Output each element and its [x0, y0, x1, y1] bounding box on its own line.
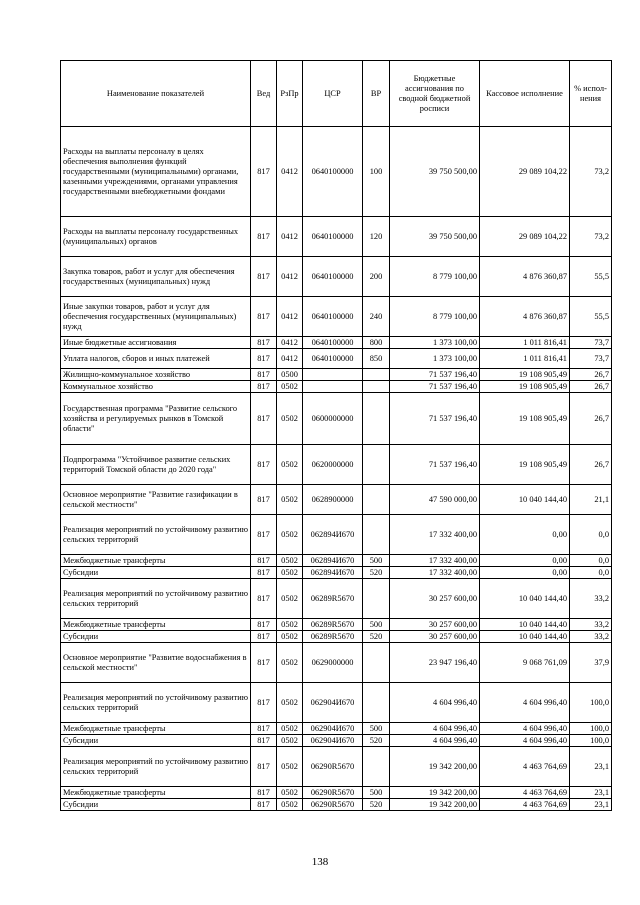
row-rzpr: 0502: [277, 683, 303, 723]
row-ved: 817: [251, 747, 277, 787]
row-rzpr: 0412: [277, 297, 303, 337]
row-percent: 26,7: [570, 381, 612, 393]
row-cash: 4 604 996,40: [480, 723, 570, 735]
row-budget: 71 537 196,40: [390, 369, 480, 381]
row-name: Основное мероприятие "Развитие водоснабжения в сельской местности": [61, 643, 251, 683]
row-percent: 0,0: [570, 555, 612, 567]
table-row: [61, 257, 612, 297]
table-row: [61, 735, 612, 747]
row-percent: 73,2: [570, 217, 612, 257]
row-cash: 4 604 996,40: [480, 683, 570, 723]
row-ved: 817: [251, 445, 277, 485]
row-rzpr: 0412: [277, 257, 303, 297]
row-ved: 817: [251, 485, 277, 515]
table-row: [61, 747, 612, 787]
row-vr: 520: [363, 567, 390, 579]
row-name: Субсидии: [61, 631, 251, 643]
row-budget: 4 604 996,40: [390, 683, 480, 723]
table-row: [61, 799, 612, 811]
row-vr: [363, 643, 390, 683]
table-row: [61, 369, 612, 381]
row-vr: 800: [363, 337, 390, 349]
table-row: [61, 787, 612, 799]
row-vr: 500: [363, 723, 390, 735]
row-ved: 817: [251, 381, 277, 393]
row-percent: 55,5: [570, 297, 612, 337]
row-name: Расходы на выплаты персоналу в целях обеспечения выполнения функций государственными (муниципальными) органами, казенными учреждениями, органами управления государственными внебюджетными фондами: [61, 127, 251, 217]
row-cash: 29 089 104,22: [480, 217, 570, 257]
row-budget: 30 257 600,00: [390, 631, 480, 643]
row-budget: 8 779 100,00: [390, 297, 480, 337]
row-cash: 19 108 905,49: [480, 369, 570, 381]
row-name: Межбюджетные трансферты: [61, 555, 251, 567]
row-rzpr: 0502: [277, 515, 303, 555]
table-row: [61, 337, 612, 349]
row-percent: 33,2: [570, 631, 612, 643]
row-name: Реализация мероприятий по устойчивому развитию сельских территорий: [61, 515, 251, 555]
row-rzpr: 0502: [277, 631, 303, 643]
row-budget: 19 342 200,00: [390, 787, 480, 799]
row-budget: 1 373 100,00: [390, 337, 480, 349]
row-cash: 19 108 905,49: [480, 393, 570, 445]
row-ved: 817: [251, 579, 277, 619]
row-cash: 29 089 104,22: [480, 127, 570, 217]
row-vr: 500: [363, 787, 390, 799]
table-row: [61, 217, 612, 257]
row-cash: 10 040 144,40: [480, 631, 570, 643]
row-percent: 37,9: [570, 643, 612, 683]
row-name: Коммунальное хозяйство: [61, 381, 251, 393]
row-csr: 06290R5670: [303, 787, 363, 799]
row-csr: [303, 369, 363, 381]
row-budget: 4 604 996,40: [390, 735, 480, 747]
row-budget: 17 332 400,00: [390, 515, 480, 555]
row-cash: 19 108 905,49: [480, 445, 570, 485]
row-percent: 100,0: [570, 735, 612, 747]
row-rzpr: 0500: [277, 369, 303, 381]
row-rzpr: 0502: [277, 723, 303, 735]
row-ved: 817: [251, 555, 277, 567]
row-cash: 1 011 816,41: [480, 349, 570, 369]
row-ved: 817: [251, 127, 277, 217]
row-budget: 17 332 400,00: [390, 567, 480, 579]
header-ved: Вед: [251, 61, 277, 127]
row-cash: 19 108 905,49: [480, 381, 570, 393]
row-rzpr: 0412: [277, 217, 303, 257]
row-csr: 06289R5670: [303, 631, 363, 643]
row-name: Межбюджетные трансферты: [61, 787, 251, 799]
row-rzpr: 0502: [277, 579, 303, 619]
row-cash: 0,00: [480, 515, 570, 555]
row-name: Расходы на выплаты персоналу государственных (муниципальных) органов: [61, 217, 251, 257]
row-name: Реализация мероприятий по устойчивому развитию сельских территорий: [61, 683, 251, 723]
row-csr: 0640100000: [303, 337, 363, 349]
row-csr: 0640100000: [303, 297, 363, 337]
row-vr: 520: [363, 631, 390, 643]
row-budget: 17 332 400,00: [390, 555, 480, 567]
row-csr: 062894И670: [303, 515, 363, 555]
row-csr: 0640100000: [303, 127, 363, 217]
row-name: Закупка товаров, работ и услуг для обеспечения государственных (муниципальных) нужд: [61, 257, 251, 297]
row-percent: 100,0: [570, 683, 612, 723]
row-csr: 062894И670: [303, 567, 363, 579]
row-name: Иные бюджетные ассигнования: [61, 337, 251, 349]
row-percent: 33,2: [570, 579, 612, 619]
row-vr: [363, 381, 390, 393]
row-cash: 4 876 360,87: [480, 297, 570, 337]
row-name: Межбюджетные трансферты: [61, 619, 251, 631]
row-name: Государственная программа "Развитие сельского хозяйства и регулируемых рынков в Томской области": [61, 393, 251, 445]
header-vr: ВР: [363, 61, 390, 127]
row-ved: 817: [251, 349, 277, 369]
row-cash: 4 604 996,40: [480, 735, 570, 747]
row-ved: 817: [251, 257, 277, 297]
header-cash: Кассовое исполнение: [480, 61, 570, 127]
row-csr: 0628900000: [303, 485, 363, 515]
row-ved: 817: [251, 297, 277, 337]
row-rzpr: 0502: [277, 619, 303, 631]
table-row: [61, 555, 612, 567]
row-rzpr: 0502: [277, 799, 303, 811]
row-ved: 817: [251, 643, 277, 683]
table-header-row: [61, 61, 612, 127]
row-name: Межбюджетные трансферты: [61, 723, 251, 735]
header-csr: ЦСР: [303, 61, 363, 127]
row-budget: 71 537 196,40: [390, 381, 480, 393]
row-percent: 23,1: [570, 787, 612, 799]
table-row: [61, 485, 612, 515]
row-csr: 062894И670: [303, 555, 363, 567]
row-vr: 850: [363, 349, 390, 369]
row-ved: 817: [251, 799, 277, 811]
row-ved: 817: [251, 787, 277, 799]
row-cash: 10 040 144,40: [480, 579, 570, 619]
row-budget: 71 537 196,40: [390, 445, 480, 485]
row-vr: [363, 393, 390, 445]
row-csr: 0640100000: [303, 217, 363, 257]
table-row: [61, 515, 612, 555]
row-rzpr: 0502: [277, 485, 303, 515]
row-vr: 500: [363, 619, 390, 631]
row-name: Субсидии: [61, 735, 251, 747]
row-cash: 4 463 764,69: [480, 747, 570, 787]
row-budget: 23 947 196,40: [390, 643, 480, 683]
row-percent: 26,7: [570, 445, 612, 485]
row-ved: 817: [251, 337, 277, 349]
row-rzpr: 0412: [277, 127, 303, 217]
row-rzpr: 0502: [277, 381, 303, 393]
table-body: [61, 127, 612, 811]
row-rzpr: 0502: [277, 393, 303, 445]
row-ved: 817: [251, 631, 277, 643]
row-vr: [363, 445, 390, 485]
row-budget: 4 604 996,40: [390, 723, 480, 735]
table-row: [61, 643, 612, 683]
row-csr: 06290R5670: [303, 747, 363, 787]
row-rzpr: 0412: [277, 337, 303, 349]
row-budget: 1 373 100,00: [390, 349, 480, 369]
table-row: [61, 445, 612, 485]
row-name: Реализация мероприятий по устойчивому развитию сельских территорий: [61, 579, 251, 619]
row-vr: [363, 369, 390, 381]
row-ved: 817: [251, 619, 277, 631]
row-budget: 30 257 600,00: [390, 619, 480, 631]
header-name: Наименование показателей: [61, 61, 251, 127]
table-row: [61, 683, 612, 723]
header-percent: % испол-нения: [570, 61, 612, 127]
row-ved: 817: [251, 567, 277, 579]
row-cash: 10 040 144,40: [480, 619, 570, 631]
row-name: Субсидии: [61, 567, 251, 579]
row-ved: 817: [251, 683, 277, 723]
page-number: 138: [311, 856, 329, 868]
table-row: [61, 567, 612, 579]
row-vr: 200: [363, 257, 390, 297]
row-budget: 30 257 600,00: [390, 579, 480, 619]
table-row: [61, 127, 612, 217]
row-name: Субсидии: [61, 799, 251, 811]
row-name: Уплата налогов, сборов и иных платежей: [61, 349, 251, 369]
table-row: [61, 579, 612, 619]
row-csr: 0620000000: [303, 445, 363, 485]
row-percent: 73,7: [570, 337, 612, 349]
row-ved: 817: [251, 369, 277, 381]
row-percent: 33,2: [570, 619, 612, 631]
row-csr: 062904И670: [303, 683, 363, 723]
row-percent: 73,2: [570, 127, 612, 217]
row-cash: 0,00: [480, 567, 570, 579]
row-rzpr: 0502: [277, 643, 303, 683]
row-budget: 19 342 200,00: [390, 799, 480, 811]
row-budget: 39 750 500,00: [390, 217, 480, 257]
row-cash: 10 040 144,40: [480, 485, 570, 515]
row-csr: 06289R5670: [303, 579, 363, 619]
row-csr: [303, 381, 363, 393]
row-ved: 817: [251, 735, 277, 747]
row-percent: 100,0: [570, 723, 612, 735]
row-cash: 1 011 816,41: [480, 337, 570, 349]
row-budget: 71 537 196,40: [390, 393, 480, 445]
row-rzpr: 0502: [277, 787, 303, 799]
row-cash: 0,00: [480, 555, 570, 567]
row-csr: 062904И670: [303, 723, 363, 735]
budget-execution-table: [60, 60, 612, 811]
header-budget: Бюджетные ассигнования по сводной бюджетной росписи: [390, 61, 480, 127]
row-cash: 4 463 764,69: [480, 799, 570, 811]
table-row: [61, 393, 612, 445]
row-budget: 8 779 100,00: [390, 257, 480, 297]
row-name: Жилищно-коммунальное хозяйство: [61, 369, 251, 381]
table-row: [61, 349, 612, 369]
row-ved: 817: [251, 217, 277, 257]
row-vr: [363, 683, 390, 723]
row-percent: 55,5: [570, 257, 612, 297]
row-budget: 19 342 200,00: [390, 747, 480, 787]
header-rzpr: РзПр: [277, 61, 303, 127]
row-percent: 26,7: [570, 393, 612, 445]
row-rzpr: 0502: [277, 445, 303, 485]
table-row: [61, 297, 612, 337]
table-row: [61, 381, 612, 393]
row-percent: 0,0: [570, 515, 612, 555]
row-csr: 062904И670: [303, 735, 363, 747]
row-vr: 520: [363, 799, 390, 811]
row-vr: [363, 579, 390, 619]
row-percent: 23,1: [570, 799, 612, 811]
row-ved: 817: [251, 515, 277, 555]
row-name: Иные закупки товаров, работ и услуг для обеспечения государственных (муниципальных) нужд: [61, 297, 251, 337]
row-rzpr: 0502: [277, 735, 303, 747]
table-row: [61, 723, 612, 735]
row-name: Реализация мероприятий по устойчивому развитию сельских территорий: [61, 747, 251, 787]
row-csr: 06289R5670: [303, 619, 363, 631]
row-csr: 0640100000: [303, 349, 363, 369]
row-cash: 4 463 764,69: [480, 787, 570, 799]
table-row: [61, 619, 612, 631]
row-vr: [363, 515, 390, 555]
row-vr: 520: [363, 735, 390, 747]
row-percent: 21,1: [570, 485, 612, 515]
row-budget: 47 590 000,00: [390, 485, 480, 515]
row-vr: [363, 485, 390, 515]
row-percent: 73,7: [570, 349, 612, 369]
row-vr: 100: [363, 127, 390, 217]
row-cash: 4 876 360,87: [480, 257, 570, 297]
row-ved: 817: [251, 723, 277, 735]
row-vr: 240: [363, 297, 390, 337]
row-rzpr: 0502: [277, 747, 303, 787]
row-rzpr: 0502: [277, 567, 303, 579]
row-vr: 120: [363, 217, 390, 257]
row-rzpr: 0502: [277, 555, 303, 567]
row-ved: 817: [251, 393, 277, 445]
row-cash: 9 068 761,09: [480, 643, 570, 683]
row-percent: 23,1: [570, 747, 612, 787]
row-vr: 500: [363, 555, 390, 567]
row-percent: 26,7: [570, 369, 612, 381]
row-csr: 0600000000: [303, 393, 363, 445]
row-percent: 0,0: [570, 567, 612, 579]
row-budget: 39 750 500,00: [390, 127, 480, 217]
row-rzpr: 0412: [277, 349, 303, 369]
table-row: [61, 631, 612, 643]
row-csr: 0629000000: [303, 643, 363, 683]
row-vr: [363, 747, 390, 787]
row-csr: 06290R5670: [303, 799, 363, 811]
row-name: Подпрограмма "Устойчивое развитие сельских территорий Томской области до 2020 года": [61, 445, 251, 485]
row-csr: 0640100000: [303, 257, 363, 297]
row-name: Основное мероприятие "Развитие газификации в сельской местности": [61, 485, 251, 515]
